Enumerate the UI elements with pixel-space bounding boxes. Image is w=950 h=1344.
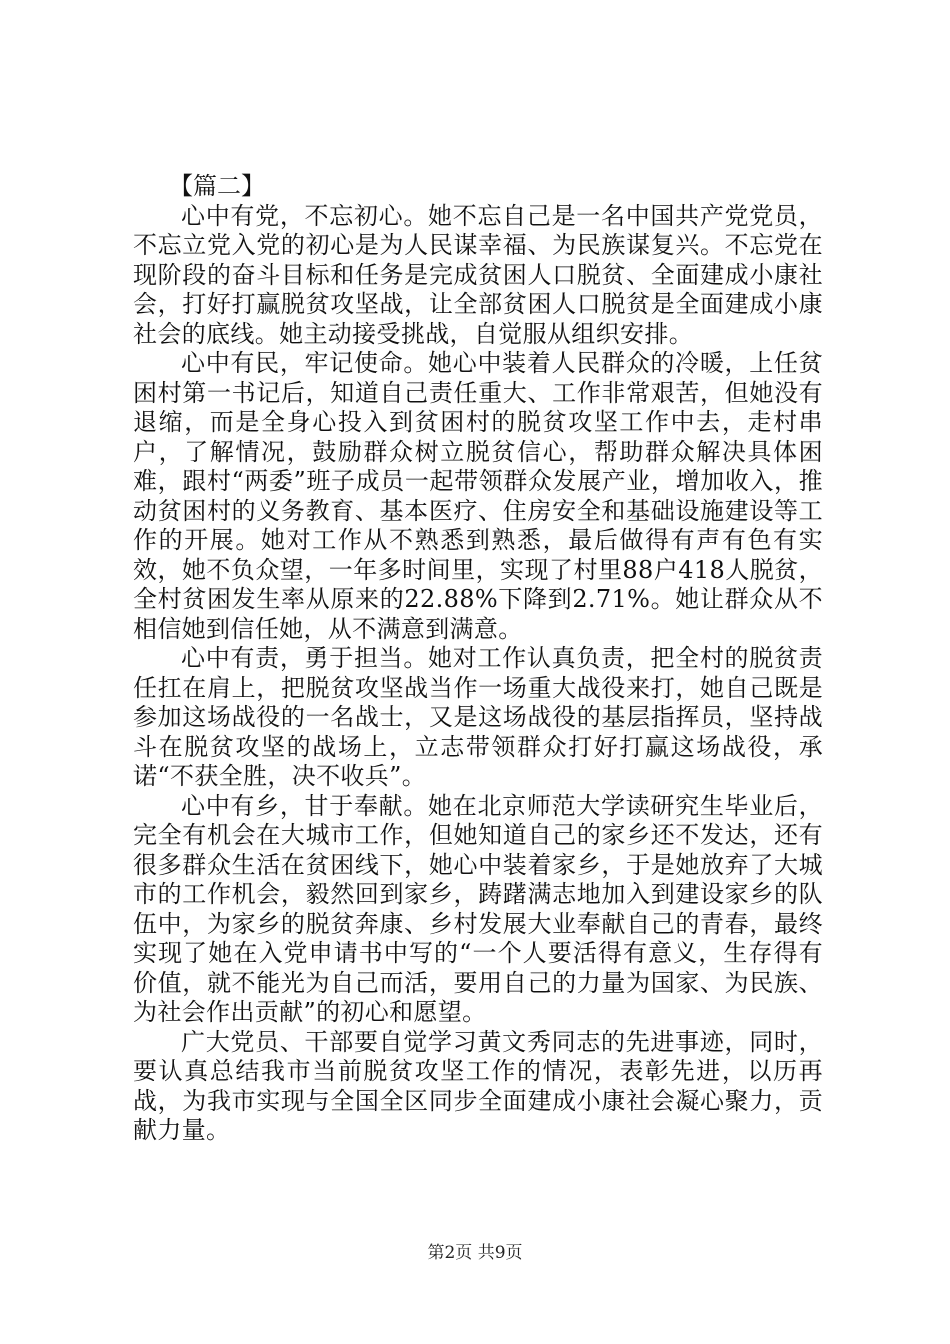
page-number-footer: 第2页 共9页 (427, 1243, 523, 1263)
section-heading: 【篇二】 (169, 172, 265, 200)
paragraph-5: 广大党员、干部要自觉学习黄文秀同志的先进事迹，同时，要认真总结我市当前脱贫攻坚工作的情况，表彰先进，以历再战，为我市实现与全国全区同步全面建成小康社会凝心聚力，贡献力量。 (133, 1027, 823, 1144)
paragraph-3: 心中有责，勇于担当。她对工作认真负责，把全村的脱贫责任扛在肩上，把脱贫攻坚战当作一场重大战役来打，她自己既是参加这场战役的一名战士，又是这场战役的基层指挥员，坚持战斗在脱贫攻坚的战场上，立志带领群众打好打赢这场战役，承诺“不获全胜，决不收兵”。 (133, 644, 823, 790)
paragraph-2: 心中有民，牢记使命。她心中装着人民群众的冷暖，上任贫困村第一书记后，知道自己责任重大、工作非常艰苦，但她没有退缩，而是全身心投入到贫困村的脱贫攻坚工作中去，走村串户，了解情况，鼓励群众树立脱贫信心，帮助群众解决具体困难，跟村“两委”班子成员一起带领群众发展产业，增加收入，推动贫困村的义务教育、基本医疗、住房安全和基础设施建设等工作的开展。她对工作从不熟悉到熟悉，最后做得有声有色有实效，她不负众望，一年多时间里，实现了村里88户418人脱贫，全村贫困发生率从原来的22.88%下降到2.71%。她让群众从不相信她到信任她，从不满意到满意。 (133, 349, 823, 643)
paragraph-1: 心中有党，不忘初心。她不忘自己是一名中国共产党党员，不忘立党入党的初心是为人民谋幸福、为民族谋复兴。不忘党在现阶段的奋斗目标和任务是完成贫困人口脱贫、全面建成小康社会，打好打赢脱贫攻坚战，让全部贫困人口脱贫是全面建成小康社会的底线。她主动接受挑战，自觉服从组织安排。 (133, 201, 823, 348)
paragraph-4: 心中有乡，甘于奉献。她在北京师范大学读研究生毕业后，完全有机会在大城市工作，但她知道自己的家乡还不发达，还有很多群众生活在贫困线下，她心中装着家乡，于是她放弃了大城市的工作机会，毅然回到家乡，踌躇满志地加入到建设家乡的队伍中，为家乡的脱贫奔康、乡村发展大业奉献自己的青春，最终实现了她在入党申请书中写的“一个人要活得有意义，生存得有价值，就不能光为自己而活，要用自己的力量为国家、为民族、为社会作出贡献”的初心和愿望。 (133, 791, 823, 1026)
document-body (133, 172, 823, 1146)
